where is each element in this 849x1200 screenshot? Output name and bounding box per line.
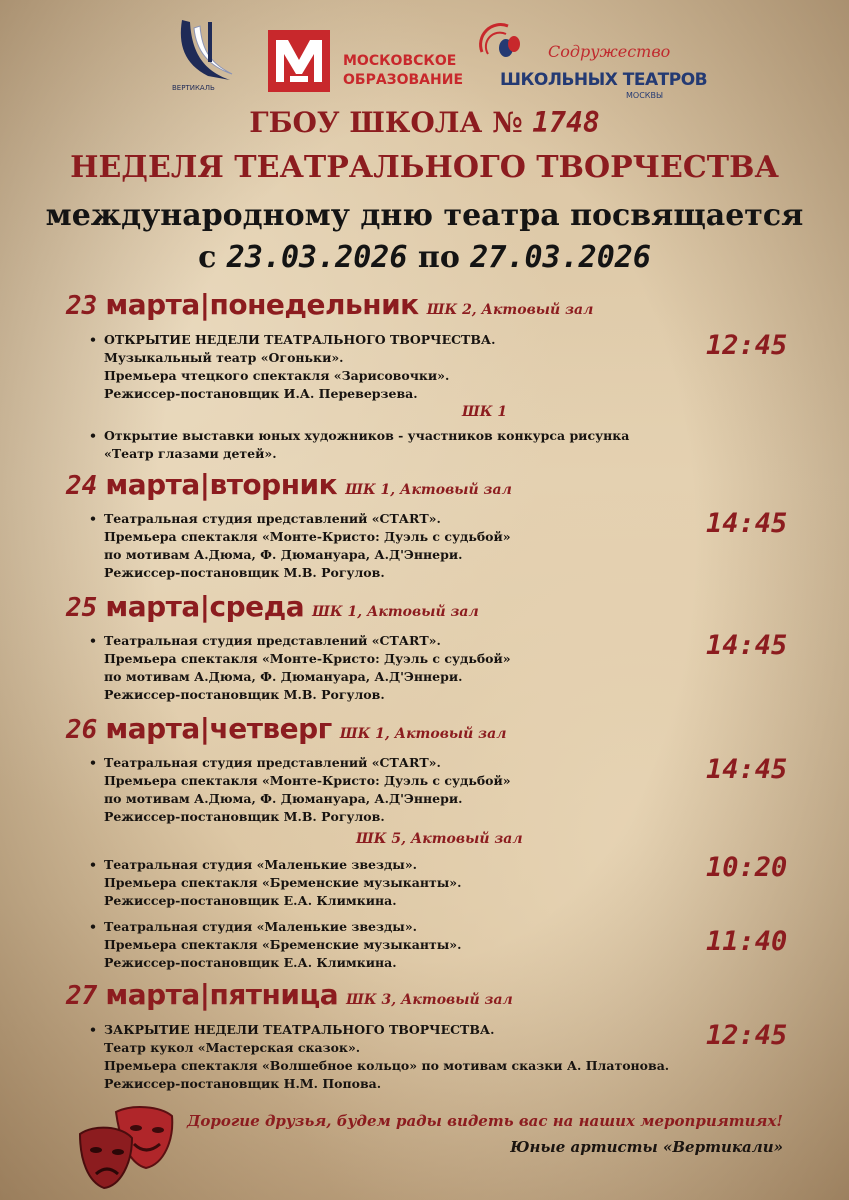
date-from: 23.03.2026	[226, 240, 408, 275]
event-time: 14:45	[706, 508, 788, 539]
date-range	[0, 240, 849, 275]
event-line: Режиссер-постановщик Е.А. Климкина.	[104, 893, 397, 908]
event-line: Режиссер-постановщик М.В. Рогулов.	[104, 565, 385, 580]
day-heading-23	[66, 288, 593, 321]
event-line: Премьера спектакля «Монте-Кристо: Дуэль с судьбой»	[104, 529, 511, 544]
event-item	[89, 632, 511, 704]
dedication-line: международному дню театра посвящается	[45, 198, 804, 233]
event-line: по мотивам А.Дюма, Ф. Дюмануара, А.Д'Эннери.	[104, 791, 463, 806]
sub-venue: ШК 5, Актовый зал	[356, 831, 523, 847]
school-prefix: ГБОУ ШКОЛА №	[249, 106, 523, 139]
event-time: 12:45	[706, 1020, 788, 1051]
event-line: Музыкальный театр «Огоньки».	[104, 350, 344, 365]
vertical-theatre-logo	[168, 14, 240, 86]
bullet-icon: •	[89, 428, 97, 443]
event-item	[89, 510, 511, 582]
event-line: ОТКРЫТИЕ НЕДЕЛИ ТЕАТРАЛЬНОГО ТВОРЧЕСТВА.	[104, 332, 496, 347]
logo-bar	[0, 14, 849, 100]
event-line: Премьера спектакля «Монте-Кристо: Дуэль с судьбой»	[104, 651, 511, 666]
event-line: Театр кукол «Мастерская сказок».	[104, 1040, 361, 1055]
event-time: 12:45	[706, 330, 788, 361]
event-time: 14:45	[706, 630, 788, 661]
theatre-masks-icon	[76, 1098, 176, 1190]
school-number: 1748	[532, 106, 600, 139]
bullet-icon: •	[89, 857, 97, 872]
event-line: по мотивам А.Дюма, Ф. Дюмануара, А.Д'Эннери.	[104, 669, 463, 684]
event-line: Театральная студия «Маленькие звезды».	[104, 919, 417, 934]
event-time: 10:20	[706, 852, 788, 883]
day-heading-26	[66, 712, 506, 745]
bullet-icon: •	[89, 332, 97, 347]
theatre-commonwealth-logo-mark	[478, 22, 524, 68]
day-label: марта|понедельник	[105, 288, 419, 321]
day-label: марта|вторник	[105, 468, 338, 501]
day-label: марта|пятница	[105, 978, 339, 1011]
event-item	[89, 331, 496, 403]
event-line: Режиссер-постановщик Н.М. Попова.	[104, 1076, 382, 1091]
bullet-icon: •	[89, 633, 97, 648]
day-number: 27	[66, 981, 98, 1011]
event-item	[89, 754, 511, 826]
event-line: Режиссер-постановщик Е.А. Климкина.	[104, 955, 397, 970]
moscow-education-logo-mark	[268, 30, 330, 92]
date-to: 27.03.2026	[470, 240, 651, 275]
mo-logo-line1: МОСКОВСКОЕ	[343, 53, 457, 69]
mo-logo-line2: ОБРАЗОВАНИЕ	[343, 72, 464, 88]
footer-signature: Юные артисты «Вертикали»	[510, 1138, 783, 1156]
day-number: 25	[66, 593, 98, 623]
event-line: Режиссер-постановщик М.В. Рогулов.	[104, 809, 385, 824]
event-line: по мотивам А.Дюма, Ф. Дюмануара, А.Д'Эннери.	[104, 547, 463, 562]
bullet-icon: •	[89, 755, 97, 770]
st-logo-line1: Содружество	[548, 42, 671, 61]
day-label: марта|четверг	[105, 712, 332, 745]
day-heading-27	[66, 978, 513, 1011]
event-title: НЕДЕЛЯ ТЕАТРАЛЬНОГО ТВОРЧЕСТВА	[70, 150, 779, 185]
event-line: Театральная студия «Маленькие звезды».	[104, 857, 417, 872]
event-line: Премьера чтецкого спектакля «Зарисовочки».	[104, 368, 450, 383]
event-item	[89, 1021, 670, 1093]
event-line: Премьера спектакля «Волшебное кольцо» по мотивам сказки А. Платонова.	[104, 1058, 670, 1073]
day-venue: ШК 3, Актовый зал	[346, 992, 513, 1008]
event-line: Премьера спектакля «Монте-Кристо: Дуэль с судьбой»	[104, 773, 511, 788]
event-item	[89, 918, 462, 972]
event-line: «Театр глазами детей».	[104, 446, 277, 461]
day-number: 24	[66, 471, 98, 501]
day-label: марта|среда	[105, 590, 305, 623]
event-line: Театральная студия представлений «СТАRТ».	[104, 633, 441, 648]
bullet-icon: •	[89, 919, 97, 934]
from-word: с	[198, 240, 217, 275]
day-number: 26	[66, 715, 98, 745]
event-line: Театральная студия представлений «СТАRТ».	[104, 755, 441, 770]
school-title	[0, 106, 849, 139]
event-time: 11:40	[706, 926, 788, 957]
event-line: ЗАКРЫТИЕ НЕДЕЛИ ТЕАТРАЛЬНОГО ТВОРЧЕСТВА.	[104, 1022, 495, 1037]
bullet-icon: •	[89, 1022, 97, 1037]
day-heading-25	[66, 590, 479, 623]
vertical-logo-caption: ВЕРТИКАЛЬ	[172, 84, 215, 92]
footer-invitation: Дорогие друзья, будем рады видеть вас на наших мероприятиях!	[187, 1112, 783, 1130]
event-line: Премьера спектакля «Бременские музыканты».	[104, 937, 462, 952]
event-line: Открытие выставки юных художников - участников конкурса рисунка	[104, 428, 630, 443]
day-heading-24	[66, 468, 512, 501]
to-word: по	[417, 240, 460, 275]
sub-venue: ШК 1	[462, 404, 508, 420]
st-logo-line2: ШКОЛЬНЫХ ТЕАТРОВ	[500, 70, 708, 90]
bullet-icon: •	[89, 511, 97, 526]
event-line: Режиссер-постановщик М.В. Рогулов.	[104, 687, 385, 702]
day-venue: ШК 1, Актовый зал	[312, 604, 479, 620]
moscow-education-logo-text	[343, 52, 463, 90]
event-time: 14:45	[706, 754, 788, 785]
day-venue: ШК 1, Актовый зал	[345, 482, 512, 498]
day-number: 23	[66, 291, 98, 321]
event-line: Премьера спектакля «Бременские музыканты».	[104, 875, 462, 890]
event-line: Режиссер-постановщик И.А. Переверзева.	[104, 386, 418, 401]
day-venue: ШК 2, Актовый зал	[426, 302, 594, 318]
event-line: Театральная студия представлений «СТАRТ».	[104, 511, 441, 526]
event-item	[89, 427, 630, 463]
st-logo-line3: МОСКВЫ	[626, 91, 664, 100]
event-item	[89, 856, 462, 910]
day-venue: ШК 1, Актовый зал	[339, 726, 507, 742]
